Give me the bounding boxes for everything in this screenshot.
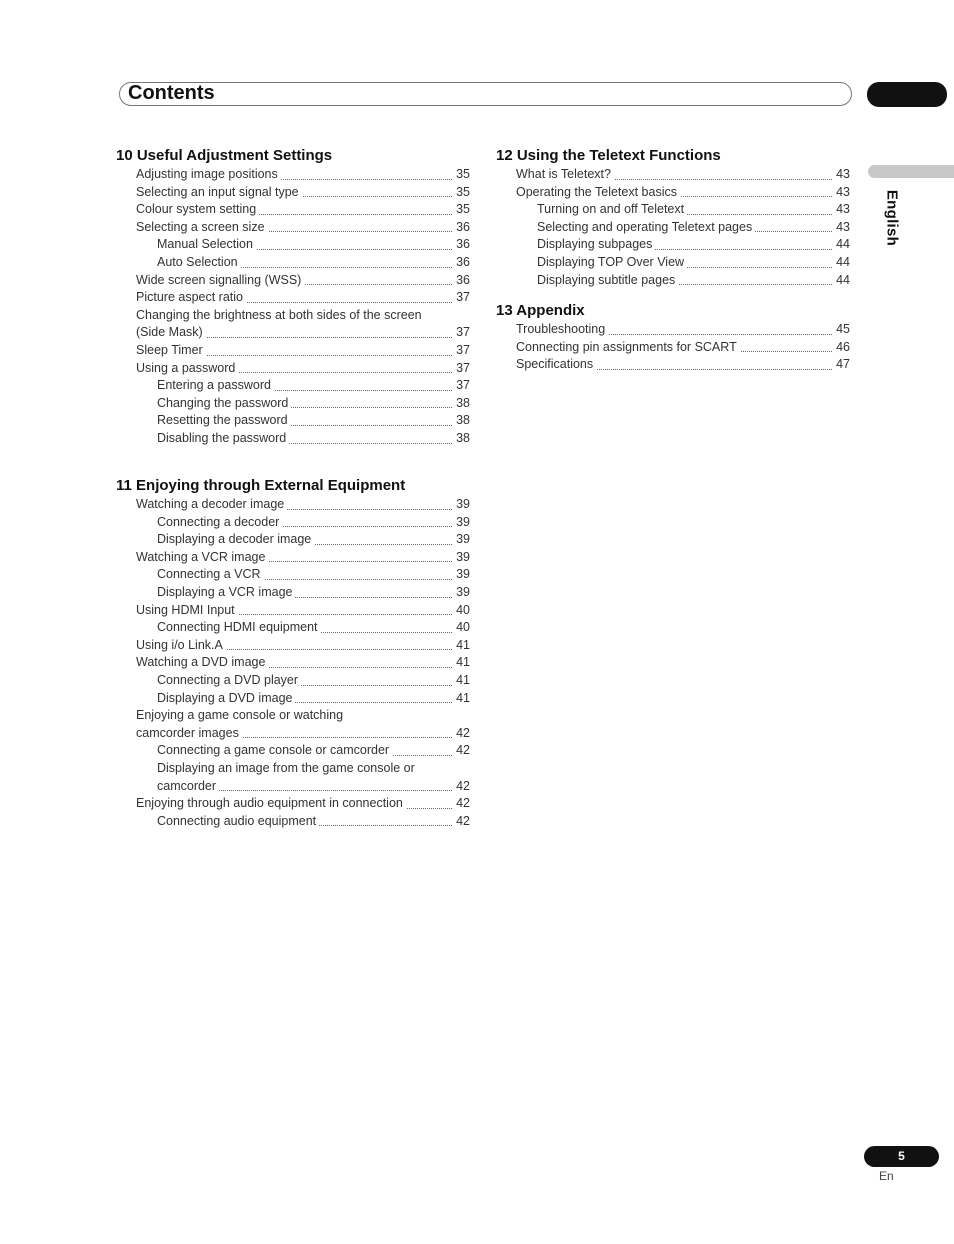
toc-entry-page: 38 [453,395,470,413]
toc-entry-page: 41 [453,690,470,708]
toc-entry-page: 37 [453,289,470,307]
toc-entry[interactable] [157,395,470,413]
toc-entry-title: Picture aspect ratio [136,289,246,307]
toc-entry[interactable] [157,430,470,448]
toc-entry-title: Changing the password [157,395,291,413]
toc-entry[interactable] [157,619,470,637]
toc-entry-page: 47 [833,356,850,374]
section-heading: 10 Useful Adjustment Settings [116,147,333,164]
toc-entry[interactable] [136,707,470,725]
toc-entry-page: 37 [453,324,470,342]
toc-entry[interactable] [537,272,850,290]
toc-entry-title: Watching a VCR image [136,549,268,567]
toc-entry-title: Wide screen signalling (WSS) [136,272,304,290]
toc-entry[interactable] [157,566,470,584]
toc-entry[interactable] [157,742,470,760]
toc-section-11 [116,476,470,830]
section-heading: 12 Using the Teletext Functions [496,147,721,164]
toc-entry-page: 43 [833,184,850,202]
toc-entry[interactable] [537,236,850,254]
toc-entry-page: 35 [453,166,470,184]
toc-entry-page: 40 [453,619,470,637]
toc-entry-page: 38 [453,430,470,448]
toc-entry-page: 41 [453,654,470,672]
toc-entry[interactable] [516,356,850,374]
toc-entry[interactable] [136,360,470,378]
toc-entry-page: 42 [453,725,470,743]
toc-entry-title: Displaying subtitle pages [537,272,678,290]
language-side-label: English [883,189,901,247]
section-heading: 11 Enjoying through External Equipment [116,477,406,494]
toc-entry[interactable] [157,584,470,602]
toc-entry-page: 38 [453,412,470,430]
toc-entry[interactable] [157,778,470,796]
toc-entry-page: 45 [833,321,850,339]
toc-entry-page: 39 [453,566,470,584]
toc-entry-title: Displaying an image from the game console or [157,760,418,778]
page-number-badge: 5 [864,1146,939,1167]
toc-entry-page: 35 [453,201,470,219]
toc-entry[interactable] [537,201,850,219]
toc-entry-title: Displaying a DVD image [157,690,295,708]
toc-entry-title: Watching a DVD image [136,654,268,672]
toc-entry-title: Enjoying a game console or watching [136,707,346,725]
toc-entry-title: Colour system setting [136,201,259,219]
toc-entry-page: 42 [453,795,470,813]
toc-entry-title: Connecting audio equipment [157,813,319,831]
toc-entry-page: 41 [453,637,470,655]
toc-entry-title: Displaying subpages [537,236,655,254]
toc-entry-page: 39 [453,531,470,549]
toc-entry[interactable] [157,377,470,395]
toc-entry[interactable] [537,219,850,237]
toc-entry-page: 36 [453,219,470,237]
toc-entry[interactable] [516,339,850,357]
toc-entry-page: 39 [453,549,470,567]
toc-entry[interactable] [136,637,470,655]
toc-entry[interactable] [136,324,470,342]
toc-entry-page: 43 [833,201,850,219]
toc-entry[interactable] [136,166,470,184]
toc-entry-page: 37 [453,360,470,378]
toc-entry[interactable] [516,184,850,202]
toc-entry[interactable] [136,184,470,202]
toc-entry[interactable] [136,725,470,743]
header-bar [119,82,852,106]
toc-entry-title: Using a password [136,360,238,378]
toc-entry[interactable] [537,254,850,272]
toc-entry-page: 39 [453,496,470,514]
header-tab-decoration [867,82,947,107]
toc-right-column-lower [496,301,850,374]
toc-entry-page: 36 [453,254,470,272]
toc-right-column [496,146,850,289]
toc-entry-title: Connecting a game console or camcorder [157,742,392,760]
toc-entry-page: 42 [453,742,470,760]
toc-entry-page: 40 [453,602,470,620]
toc-entry-title: Turning on and off Teletext [537,201,687,219]
toc-entry[interactable] [157,672,470,690]
toc-entry-page: 42 [453,778,470,796]
toc-entry-page: 44 [833,254,850,272]
toc-left-column-lower [116,476,470,830]
toc-entry-title: Connecting pin assignments for SCART [516,339,740,357]
toc-entry-page: 35 [453,184,470,202]
toc-entry-title: Entering a password [157,377,274,395]
toc-section-13 [496,301,850,374]
toc-entry[interactable] [136,654,470,672]
toc-entry-title: Manual Selection [157,236,256,254]
toc-entry[interactable] [157,690,470,708]
toc-section-12 [496,146,850,289]
toc-entry[interactable] [157,236,470,254]
toc-entry-title: Watching a decoder image [136,496,287,514]
toc-entry-title: Selecting an input signal type [136,184,302,202]
toc-entry-page: 42 [453,813,470,831]
toc-entry-title: Using HDMI Input [136,602,238,620]
toc-entry-page: 37 [453,377,470,395]
toc-entry[interactable] [136,272,470,290]
toc-entry-title: Troubleshooting [516,321,608,339]
toc-entry-title: Enjoying through audio equipment in connection [136,795,406,813]
toc-entry-title: Connecting HDMI equipment [157,619,321,637]
toc-entry[interactable] [516,321,850,339]
toc-entry-title: Operating the Teletext basics [516,184,680,202]
toc-entry-title: Selecting a screen size [136,219,268,237]
toc-entry-title: Specifications [516,356,596,374]
toc-entry-title: Displaying TOP Over View [537,254,687,272]
toc-entry-page: 46 [833,339,850,357]
toc-entry[interactable] [136,342,470,360]
toc-entry-title: Using i/o Link.A [136,637,226,655]
language-tab-marker [868,165,954,178]
page-language-code: En [879,1169,894,1183]
toc-section-10 [116,146,470,448]
toc-entry-page: 41 [453,672,470,690]
toc-entry-title: Displaying a decoder image [157,531,314,549]
toc-entry-title: Disabling the password [157,430,289,448]
toc-entry-page: 39 [453,514,470,532]
toc-entry[interactable] [136,219,470,237]
toc-entry[interactable] [136,496,470,514]
toc-entry-page: 39 [453,584,470,602]
toc-entry-title: (Side Mask) [136,324,206,342]
toc-entry[interactable] [157,760,470,778]
toc-entry-title: Adjusting image positions [136,166,281,184]
toc-entry[interactable] [157,412,470,430]
toc-entry[interactable] [136,201,470,219]
toc-entry-page: 44 [833,272,850,290]
toc-entry[interactable] [157,813,470,831]
toc-entry-title: Changing the brightness at both sides of the screen [136,307,425,325]
toc-entry-title: Connecting a decoder [157,514,282,532]
toc-entry[interactable] [136,549,470,567]
toc-entry-title: Resetting the password [157,412,291,430]
toc-entry-title: Connecting a VCR [157,566,264,584]
toc-entry-page: 43 [833,219,850,237]
toc-entry[interactable] [136,602,470,620]
toc-entry-title: Displaying a VCR image [157,584,295,602]
toc-entry[interactable] [157,531,470,549]
toc-entry[interactable] [516,166,850,184]
toc-entry-title: camcorder [157,778,219,796]
toc-left-column [116,146,470,448]
toc-entry-page: 36 [453,236,470,254]
toc-entry-title: Sleep Timer [136,342,206,360]
toc-entry-page: 44 [833,236,850,254]
toc-entry-title: camcorder images [136,725,242,743]
toc-entry-title: What is Teletext? [516,166,614,184]
section-heading: 13 Appendix [496,302,585,319]
toc-entry-title: Selecting and operating Teletext pages [537,219,755,237]
toc-entry-page: 36 [453,272,470,290]
toc-entry[interactable] [136,795,470,813]
toc-entry[interactable] [136,307,470,325]
toc-entry[interactable] [157,254,470,272]
page-title: Contents [128,82,215,104]
toc-entry-title: Auto Selection [157,254,241,272]
toc-entry[interactable] [157,514,470,532]
toc-entry[interactable] [136,289,470,307]
toc-entry-page: 43 [833,166,850,184]
toc-entry-page: 37 [453,342,470,360]
toc-entry-title: Connecting a DVD player [157,672,301,690]
